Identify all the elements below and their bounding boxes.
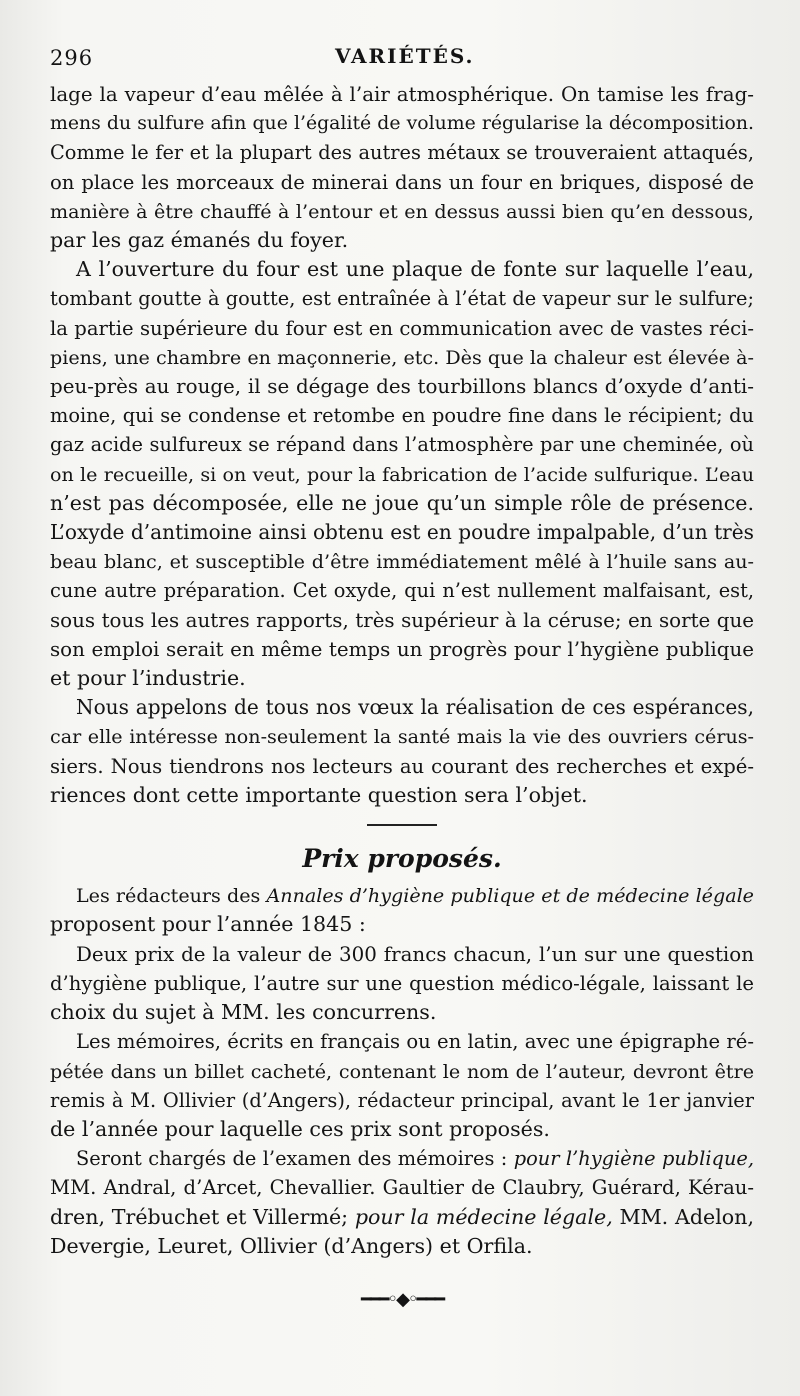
text-line: pétée dans un billet cacheté, contenant le nom de l’auteur, devront être bbox=[50, 1059, 754, 1083]
text-line: lage la vapeur d’eau mêlée à l’air atmosphérique. On tamise les frag- bbox=[50, 83, 754, 106]
text-line bbox=[50, 1203, 754, 1232]
text-line: n’est pas décomposée, elle ne joue qu’un simple rôle de présence. bbox=[50, 490, 754, 515]
text-line: moine, qui se condense et retombe en poudre fine dans le récipient; du bbox=[50, 404, 754, 428]
text-line: on place les morceaux de minerai dans un four en briques, disposé de bbox=[50, 170, 754, 194]
text-line: manière à être chauffé à l’entour et en dessus aussi bien qu’en dessous, bbox=[50, 199, 754, 223]
text-line: son emploi serait en même temps un progrès pour l’hygiène publique bbox=[50, 637, 754, 661]
text-line: Devergie, Leuret, Ollivier (d’Angers) et Orfila. bbox=[50, 1233, 533, 1258]
text-line: riences dont cette importante question sera l’objet. bbox=[50, 782, 588, 807]
text-line: et pour l’industrie. bbox=[50, 666, 246, 691]
journal-title: Annales d’hygiène publique et de médecine légale bbox=[266, 884, 754, 908]
paragraph-process bbox=[50, 80, 754, 255]
text-line: gaz acide sulfureux se répand dans l’atmosphère par une cheminée, où bbox=[50, 433, 754, 457]
paragraph-intro bbox=[50, 881, 754, 939]
text-line: A l’ouverture du four est une plaque de fonte sur laquelle l’eau, bbox=[76, 257, 754, 282]
text-line: Nous appelons de tous nos vœux la réalisation de ces espérances, bbox=[76, 695, 754, 720]
text-line: car elle intéresse non-seulement la santé mais la vie des ouvriers cérus- bbox=[50, 725, 754, 749]
jury-prefix: Seront chargés de l’examen des mémoires : bbox=[76, 1147, 514, 1171]
text-line: tombant goutte à goutte, est entraînée à l’état de vapeur sur le sulfure; bbox=[50, 287, 754, 311]
paragraph-jury bbox=[50, 1144, 754, 1261]
page-header bbox=[50, 42, 760, 76]
text-line: Les mémoires, écrits en français ou en latin, avec une épigraphe ré- bbox=[76, 1030, 754, 1054]
jury-medecine: pour la médecine légale, bbox=[354, 1204, 613, 1229]
text-line: beau blanc, et susceptible d’être immédiatement mêlé à l’huile sans au- bbox=[50, 550, 754, 574]
page-number: 296 bbox=[50, 46, 94, 70]
section-title: Prix proposés. bbox=[302, 844, 502, 874]
text-line: peu-près au rouge, il se dégage des tourbillons blancs d’oxyde d’anti- bbox=[50, 375, 754, 399]
intro-prefix: Les rédacteurs des bbox=[76, 884, 267, 908]
text-line: proposent pour l’année 1845 : bbox=[50, 912, 366, 937]
paragraph-hopes bbox=[50, 693, 754, 810]
paragraph-submission bbox=[50, 1027, 754, 1144]
text-line: Comme le fer et la plupart des autres métaux se trouveraient attaqués, bbox=[50, 141, 754, 165]
jury-hygiene: pour l’hygiène publique, bbox=[513, 1147, 754, 1171]
text-line bbox=[50, 881, 754, 910]
text-line: sous tous les autres rapports, très supérieur à la céruse; en sorte que bbox=[50, 608, 754, 632]
text-line: on le recueille, si on veut, pour la fabrication de l’acide sulfurique. L’eau bbox=[50, 462, 754, 486]
text-line: cune autre préparation. Cet oxyde, qui n’est nullement malfaisant, est, bbox=[50, 579, 754, 603]
text-line: la partie supérieure du four est en communication avec de vastes réci- bbox=[50, 316, 754, 340]
text-line: L’oxyde d’antimoine ainsi obtenu est en poudre impalpable, d’un très bbox=[50, 520, 754, 545]
paragraph-prizes bbox=[50, 940, 754, 1028]
page-body bbox=[50, 80, 754, 1314]
text-line: mens du sulfure afin que l’égalité de volume régularise la décomposition. bbox=[50, 113, 754, 135]
text-line: par les gaz émanés du foyer. bbox=[50, 228, 349, 253]
jury-l3-prefix: dren, Trébuchet et Villermé; bbox=[50, 1204, 355, 1229]
section-divider bbox=[367, 824, 437, 826]
text-line: Deux prix de la valeur de 300 francs chacun, l’un sur une question bbox=[76, 942, 754, 966]
text-line: de l’année pour laquelle ces prix sont proposés. bbox=[50, 1116, 550, 1141]
text-line: remis à M. Ollivier (d’Angers), rédacteur principal, avant le 1er janvier bbox=[50, 1088, 754, 1112]
text-line: d’hygiène publique, l’autre sur une question médico-légale, laissant le bbox=[50, 971, 754, 995]
text-line: choix du sujet à MM. les concurrens. bbox=[50, 1000, 437, 1025]
text-line bbox=[50, 1144, 754, 1173]
text-line: piens, une chambre en maçonnerie, etc. Dès que la chaleur est élevée à- bbox=[50, 345, 754, 369]
tail-ornament: ━━━◦◆◦━━━ bbox=[360, 1288, 444, 1310]
paragraph-furnace bbox=[50, 255, 754, 693]
text-line: MM. Andral, d’Arcet, Chevallier. Gaultier de Claubry, Guérard, Kérau- bbox=[50, 1176, 754, 1200]
jury-l3-suffix: MM. Adelon, bbox=[612, 1204, 754, 1229]
text-line: siers. Nous tiendrons nos lecteurs au courant des recherches et expé- bbox=[50, 754, 754, 778]
running-head: VARIÉTÉS. bbox=[335, 44, 475, 68]
